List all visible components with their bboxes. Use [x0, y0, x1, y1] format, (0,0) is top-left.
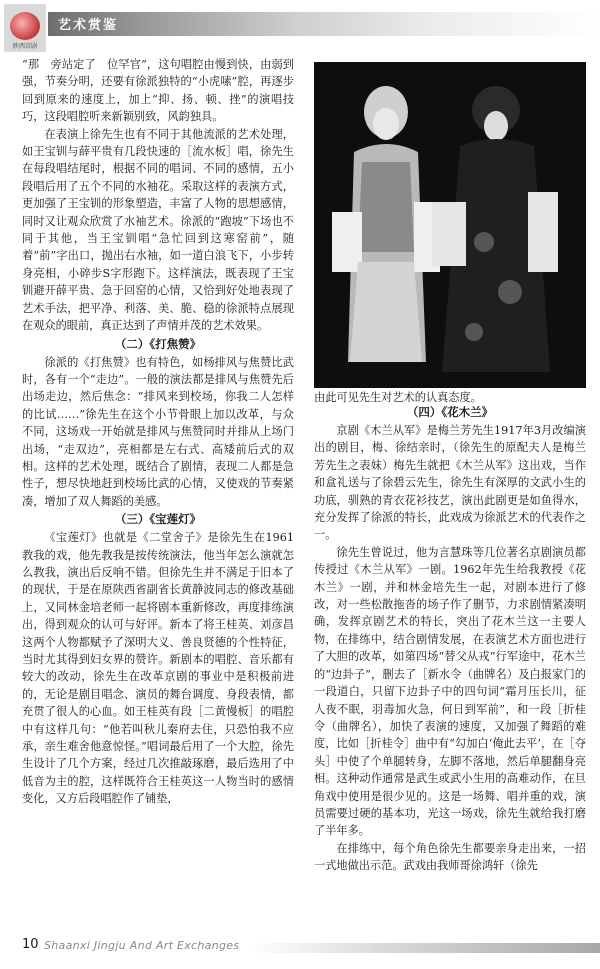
right-column [314, 403, 586, 875]
paragraph: 在表演上徐先生也有不同于其他流派的艺术处理，如王宝钏与薛平贵有几段快速的［流水板］唱，徐先生在每段唱结尾时，根据不同的唱词、不同的感情，五小段唱后用了五个不同的水袖花。采取这样的表演方式，更加强了王宝钏的形象塑造，丰富了人物的思想感情，同时又让观众欣赏了水袖艺术。徐派的“跑坡”下场也不同于其他，当王宝钏唱“急忙回到这寒窑前”，随着“前”字出口，抛出右水袖，如一道白浪飞下，小步转身亮相，小碎步S字形跑下。这样演法，既表现了王宝钏避开薛平贵、急于回窑的心情，又恰到好处地表现了艺术手法，把平净、利落、美、脆、稳的徐派特点展现在观众的眼前，真正达到了声情并茂的艺术效果。 [22, 127, 294, 333]
paragraph: 京剧《木兰从军》是梅兰芳先生1917年3月改编演出的剧目，梅、徐结亲时，（徐先生的原配夫人是梅兰芳先生之表妹）梅先生就把《木兰从军》这出戏，当作和盒礼送与了徐碧云先生，徐先生有深厚的文武小生的功底，驯熟的青衣花衫技艺，演出此剧更是如鱼得水，充分发挥了徐派的特长，此戏成为徐派艺术的代表作之一。 [314, 424, 586, 542]
header-band [48, 12, 600, 36]
section-heading: （三）《宝莲灯》 [114, 512, 202, 527]
logo-text: 陕西京剧 [12, 43, 37, 50]
paragraph: 徐派的《打焦赞》也有特色，如杨排风与焦赞比武时，各有一个“走边”。一般的演法都是排风与焦赞先后出场走边，然后焦念：“排风来到校场，你我二人怎样的比试……”徐先生在这个小节骨眼上加以改革，与众不同，这场戏一开始就是排风与焦赞同时并排从上场门出场，“走双边”，亮相都是左右式、高矮前后式的双相。这样的艺术处理，既结合了剧情，表现二人都是急性子，想尽快地赶到校场比武的心情，又使戏的节奏紧凑，增加了双人舞蹈的美感。 [22, 355, 294, 508]
section-heading: （四）《花木兰》 [406, 405, 494, 419]
paragraph: 《宝莲灯》也就是《二堂舍子》是徐先生在1961教我的戏，他先教我是按传统演法，他当年怎么演就怎么教我，演出后反响不错。但徐先生并不满足于旧本了的现状，于是在原陕西省副省长黄静波同志的修改基础上，又同林金培老师一起将剧本重新修改，再度排练演出，得到观众的认可与好评。新本了将王桂英、刘彦昌这两个人物都赋予了深明大义、善良贤德的个性特征，当时尤其得到妇女界的赞许。新剧本的唱腔、音乐都有较大的改动，徐先生在改革京剧的事业中是积极前进的，无论是剧目唱念、演员的舞台调度、身段表情，都充贯了很人的心血。如王桂英有段［二黄慢板］的唱腔中有这样几句：“他若叫秋儿秦府去住，只恐怕我不应承，亲生难舍他意惊怪。”唱词最后用了一个大腔，徐先生设计了几个方案，经过几次推敲琢磨，最后选用了中低音为主的腔，这样既符合王桂英这一人物当时的感情变化，又方后段唱腔作了铺垫， [22, 531, 294, 806]
paragraph: 在排练中，每个角色徐先生都要亲身走出来，一招一式地做出示范。武戏由我师哥徐鸿轩（徐先 [314, 841, 586, 873]
photo-caption: 由此可见先生对艺术的认真态度。 [314, 391, 482, 404]
opera-performers-image [314, 62, 586, 388]
logo-emblem-icon [10, 12, 40, 40]
page-footer [0, 931, 600, 969]
journal-name: Shaanxi Jingju And Art Exchanges [44, 939, 240, 952]
journal-logo [4, 4, 46, 52]
paragraph: 徐先生曾说过，他为言慧珠等几位著名京剧演员都传授过《木兰从军》一剧。1962年先生给我教授《花木兰》一剧，并和林金培先生一起，对剧本进行了修改，对一些松散拖沓的场子作了删节，力求剧情紧凑明确，发挥京剧艺术的特长，突出了花木兰这一主要人物，在排练中，结合剧情发展，在表演艺术方面也进行了大胆的改革，如第四场“替父从戎”行军途中，花木兰的“边卦子”，删去了［新水令（曲牌名）及白报家门的一段道白，只留下边卦子中的四句词“霜月压长川，征人夜不眠，羽毒加火急，何日到军前”，和一段［折桂令（曲牌名），加快了表演的速度，又加强了舞蹈的难度，比如［折桂令］曲中有“勾加白‘俺此去平’，在［夺头］中使了个单腿转身，左脚不落地，然后单腿翻身亮相。这种动作通常是武生或武小生用的高难动作，在旦角戏中使用是很少见的。这是一场舞、唱并重的戏，演员需要过硬的基本功，光这一场戏，徐先生就给我打磨了半年多。 [314, 545, 586, 838]
opera-photo [314, 62, 586, 388]
page-header [0, 0, 600, 56]
page-number: 10 [22, 937, 39, 952]
left-column [22, 56, 294, 808]
paragraph: “那 旁站定了 位罕官”，这句唱腔由慢到快，由弱到强，节奏分明，还要有徐派独特的“小虎嗉”腔，再逐步回到原来的速度上，加上“抑、扬、顿、挫”的演唱技巧，这段唱腔听来新颖别致，风韵独具。 [22, 58, 294, 124]
section-title: 艺术赏鉴 [58, 18, 119, 33]
section-heading: （二）《打焦赞》 [114, 336, 202, 351]
footer-band [250, 943, 600, 953]
